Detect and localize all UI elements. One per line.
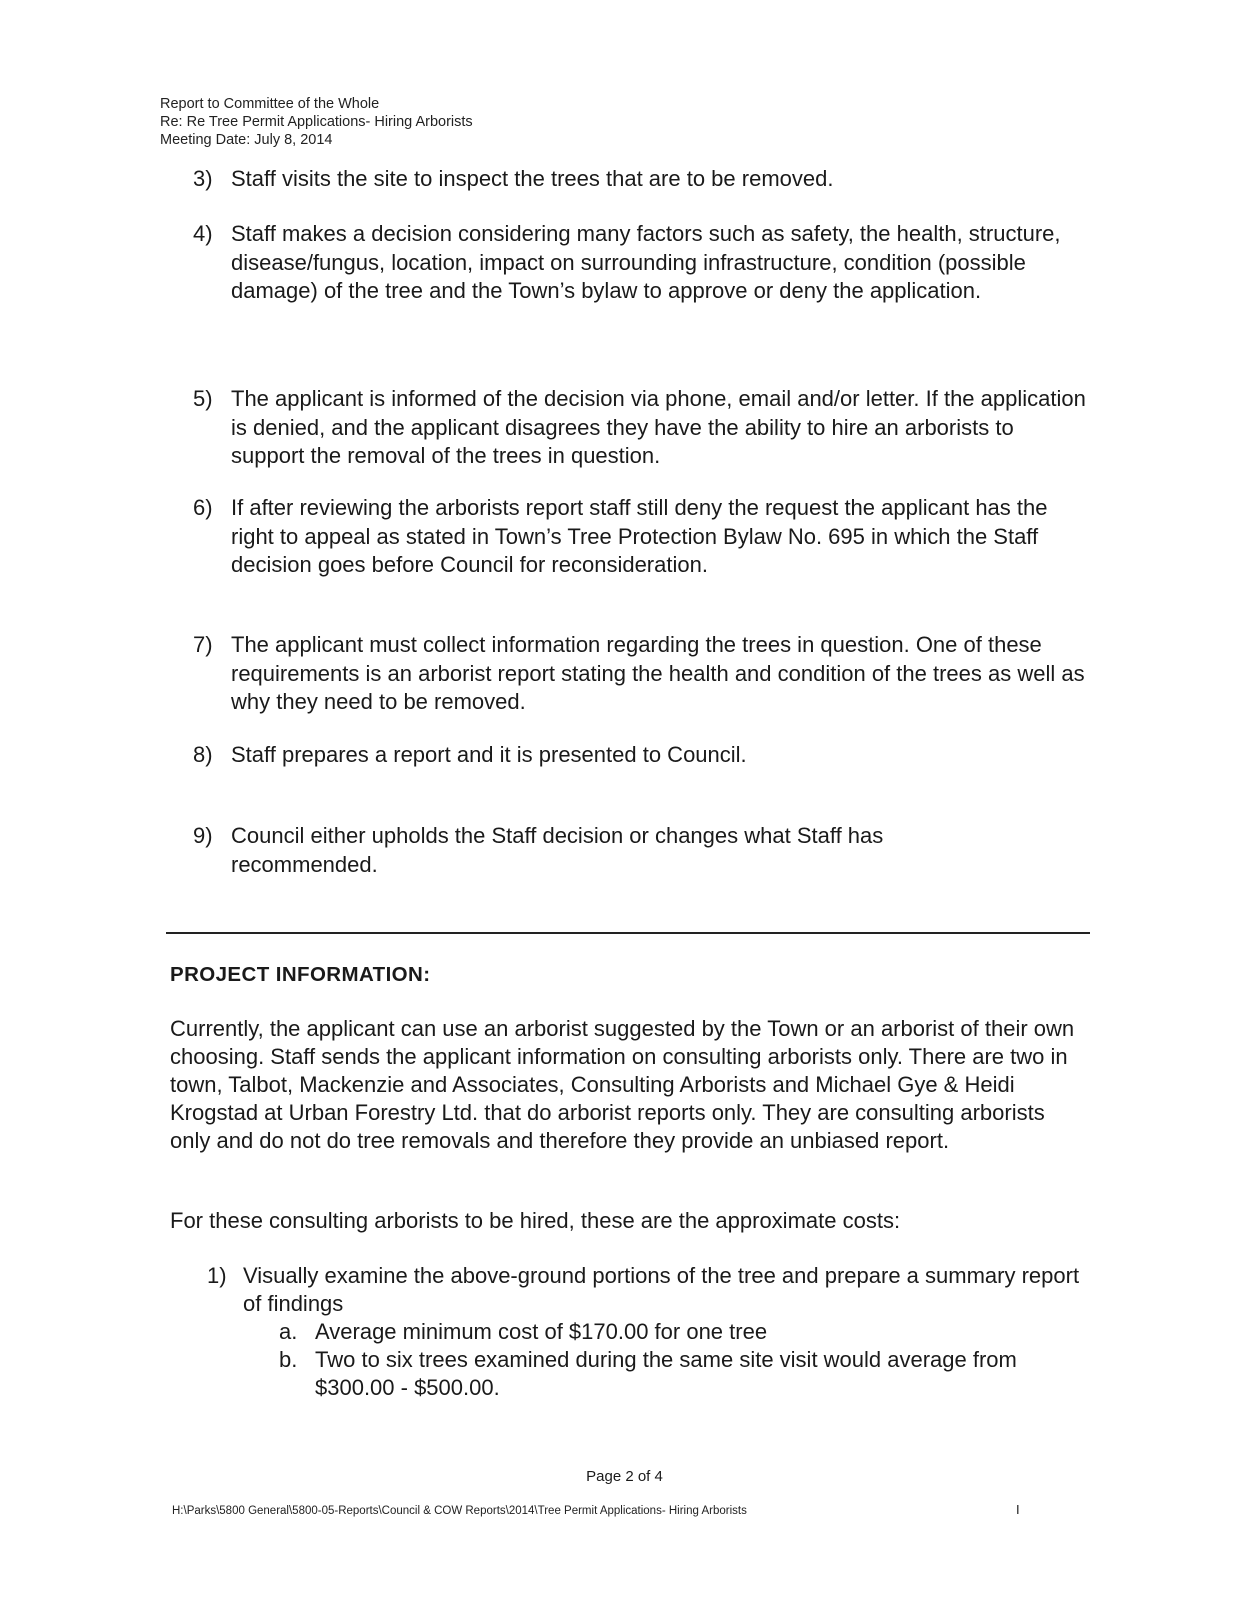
header-report-to: Report to Committee of the Whole — [160, 96, 380, 112]
cost-item-text: Visually examine the above-ground portions of the tree and prepare a summary report of findings — [243, 1263, 1080, 1316]
list-item — [193, 631, 1093, 717]
page-number: Page 2 of 4 — [586, 1468, 663, 1485]
list-item — [207, 1262, 1087, 1402]
subitem-text: Average minimum cost of $170.00 for one tree — [315, 1319, 768, 1344]
list-item — [193, 385, 1093, 471]
footer-mark: I — [1016, 1502, 1020, 1517]
step-text: The applicant is informed of the decision via phone, email and/or letter. If the application is denied, and the applicant disagrees they have the ability to hire an arborists to support the removal of the trees in question. — [231, 386, 1086, 468]
step-number: 4) — [193, 221, 213, 246]
list-item — [193, 220, 1093, 306]
step-number: 5) — [193, 386, 213, 411]
step-text: Council either upholds the Staff decision or changes what Staff has recommended. — [231, 823, 884, 877]
step-number: 8) — [193, 742, 213, 767]
subitem-letter: b. — [279, 1347, 298, 1372]
step-number: 7) — [193, 632, 213, 657]
list-item — [193, 165, 1093, 194]
report-header — [160, 95, 473, 149]
step-number: 9) — [193, 823, 213, 848]
cost-item-number: 1) — [207, 1263, 227, 1288]
cost-list — [207, 1262, 1087, 1402]
file-path-footer: H:\Parks\5800 General\5800-05-Reports\Council & COW Reports\2014\Tree Permit Applications- Hiring Arborists — [172, 1505, 747, 1517]
section-divider — [166, 932, 1090, 934]
section-heading: PROJECT INFORMATION: — [170, 963, 431, 986]
step-text: Staff prepares a report and it is presented to Council. — [231, 742, 747, 767]
list-item — [193, 741, 1093, 770]
step-text: Staff makes a decision considering many factors such as safety, the health, structure, disease/fungus, location, impact on surrounding infrastructure, condition (possible damage) of the tree and the Town’s bylaw to approve or deny the application. — [231, 221, 1061, 303]
costs-intro-paragraph: For these consulting arborists to be hired, these are the approximate costs: — [170, 1208, 901, 1233]
cost-subitem — [279, 1346, 1087, 1402]
step-number: 6) — [193, 495, 213, 520]
subitem-text: Two to six trees examined during the same site visit would average from $300.00 - $500.00. — [315, 1347, 1017, 1400]
step-number: 3) — [193, 166, 213, 191]
step-text: Staff visits the site to inspect the trees that are to be removed. — [231, 166, 834, 191]
header-subject: Re: Re Tree Permit Applications- Hiring Arborists — [160, 114, 473, 130]
project-paragraph: Currently, the applicant can use an arborist suggested by the Town or an arborist of their own choosing. Staff sends the applicant information on consulting arborists only. There are two in town, Talbot, Mackenzie and Associates, Consulting Arborists and Michael Gye & Heidi Krogstad at Urban Forestry Ltd. that do arborist reports only. They are consulting arborists only and do not do tree removals and therefore they provide an unbiased report. — [170, 1016, 1075, 1153]
cost-subitem — [279, 1318, 1087, 1346]
step-text: If after reviewing the arborists report staff still deny the request the applicant has the right to appeal as stated in Town’s Tree Protection Bylaw No. 695 in which the Staff decision goes before Council for reconsideration. — [231, 495, 1048, 577]
list-item — [193, 822, 953, 879]
step-text: The applicant must collect information regarding the trees in question. One of these requirements is an arborist report stating the health and condition of the trees as well as why they need to be removed. — [231, 632, 1085, 714]
list-item — [193, 494, 1093, 580]
header-meeting-date: Meeting Date: July 8, 2014 — [160, 132, 333, 148]
subitem-letter: a. — [279, 1319, 298, 1344]
